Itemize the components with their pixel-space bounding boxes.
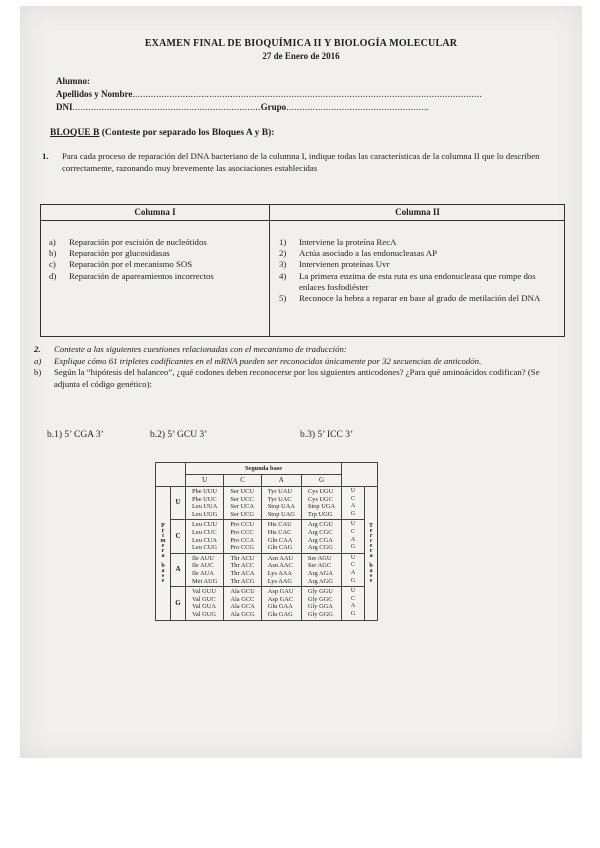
q2-intro [34,344,564,356]
q2-text: Conteste a las siguientes cuestiones relacionadas con el mecanismo de traducción: [54,344,347,354]
first-base-u: U [171,487,186,520]
col2-item: 1) Interviene la proteína RecA [279,237,397,247]
anticodon-b3: b.3) 5’ ICC 3’ [300,430,354,440]
q2a [34,356,564,368]
col1-item: b) Reparación por glucosidasas [49,248,170,259]
dni-dots: ....................................................................... [72,102,261,112]
col1-item: c) Reparación por el mecanismo SOS [49,259,193,270]
exam-title: EXAMEN FINAL DE BIOQUÍMICA II Y BIOLOGÍA MOLECULAR [144,38,458,49]
grupo-label: Grupo [260,102,287,112]
codon-cell: Ser UCU Ser UCC Ser UCA Ser UCG [224,487,261,520]
third-base-letters: U C A G [342,520,365,553]
q2b [34,367,564,390]
second-base-u: U [186,475,224,487]
codon-cell: Arg CGU Arg CGC Arg CGA Arg CGG [301,520,341,553]
col2-header: Columna II [395,207,440,217]
codon-cell: Val GUU Val GUC Val GUA Val GUG [186,587,224,620]
q1-number: 1. [42,151,49,161]
genetic-code-table [155,462,378,621]
third-base-side-label: Tercera base [365,487,378,621]
col1-item: a) Reparación por escisión de nucleótidos [49,237,207,247]
corner-cell [156,475,186,487]
column-divider [269,205,270,336]
codon-cell: Thr ACU Thr ACC Thr ACA Thr ACG [224,553,261,586]
codon-cell: Tyr UAU Tyr UAC Stop UAA Stop UAG [261,487,301,520]
first-base-side-label: Primera base [156,487,171,621]
second-base-label: Segunda base [186,463,342,475]
col1-item: d) Reparación de apareamientos incorrectos [49,270,214,281]
first-base-c: C [171,520,186,553]
apellidos-dots: .................................................................................................................................... [132,89,483,99]
codon-cell: Leu CUU Leu CUC Leu CUA Leu CUG [186,520,224,553]
anticodon-b2: b.2) 5’ GCU 3’ [150,430,208,440]
codon-cell: Ala GCU Ala GCC Ala GCA Ala GCG [224,587,261,620]
codon-cell: Asp GAU Asp GAC Glu GAA Glu GAG [261,587,301,620]
codon-cell: Ser AGU Ser AGC Arg AGA Arg AGG [301,553,341,586]
q2-number: 2. [34,344,41,354]
q2b-key: b) [34,367,42,377]
exam-date: 27 de Enero de 2016 [262,51,340,61]
codon-cell: Ile AUU Ile AUC Ile AUA Met AUG [186,553,224,586]
apellidos-field[interactable] [56,89,482,99]
col2-item: 3) Intervienen proteínas Uvr [279,259,390,270]
third-base-letters: U C A G [342,587,365,620]
col1-list [49,237,264,282]
third-base-letters: U C A G [342,553,365,586]
col2-list [279,237,561,304]
codon-cell: Asn AAU Asn AAC Lys AAA Lys AAG [261,553,301,586]
grupo-dots: ...................................................... [286,102,430,112]
columns-table [40,204,565,337]
col2-item: 2) Actúa asociado a las endonucleasas AP [279,248,438,259]
dni-label: DNI [56,102,73,112]
q2a-key: a) [34,355,42,366]
codon-cell: Phe UUU Phe UUC Leu UUA Leu UUG [186,487,224,520]
codon-cell: Pro CCU Pro CCC Pro CCA Pro CCG [224,520,261,553]
exam-sheet [20,6,582,758]
corner-cell [342,463,378,475]
q1-text: Para cada proceso de reparación del DNA bacteriano de la columna I, indique todas las características de la columna II que lo describen correctamente, razonando muy brevemente las asociaciones establecidas [62,151,540,173]
q2b-text: Según la “hipótesis del balanceo”, ¿qué codones deben reconocerse por los siguientes anticodones? ¿Para qué aminoácidos codifican? (Se adjunta el código genético): [54,367,540,389]
col2-item: 4) La primera enzima de esta ruta es una endonucleasa que rompe dos enlaces fosfodiéster [279,270,536,292]
alumno-label: Alumno: [56,76,91,86]
first-base-g: G [171,587,186,620]
codon-cell: Cys UGU Cys UGC Stop UGA Trp UGG [301,487,341,520]
first-base-a: A [171,553,186,586]
bloque-heading [50,128,274,138]
second-base-g: G [301,475,341,487]
q2a-text: Explique cómo 61 tripletes codificantes en el mRNA pueden ser reconocidos únicamente por 32 secuencias de anticodón. [54,355,482,366]
col1-header: Columna I [134,207,176,217]
anticodon-b1: b.1) 5’ CGA 3’ [47,430,104,440]
corner-cell [342,475,378,487]
corner-cell [156,463,186,475]
col2-item: 5) Reconoce la hebra a reparar en base al grado de metilación del DNA [279,293,541,304]
second-base-a: A [261,475,301,487]
second-base-c: C [224,475,261,487]
apellidos-label: Apellidos y Nombre [56,89,133,99]
third-base-letters: U C A G [342,487,365,520]
codon-cell: His CAU His CAC Gln CAA Gln CAG [261,520,301,553]
bloque-instruction: (Conteste por separado los Bloques A y B): [99,128,275,138]
codon-cell: Gly GGU Gly GGC Gly GGA Gly GGG [301,587,341,620]
question-2 [34,344,564,390]
bloque-label: BLOQUE B [50,128,100,138]
header-divider [41,220,564,221]
dni-field[interactable] [56,102,429,112]
